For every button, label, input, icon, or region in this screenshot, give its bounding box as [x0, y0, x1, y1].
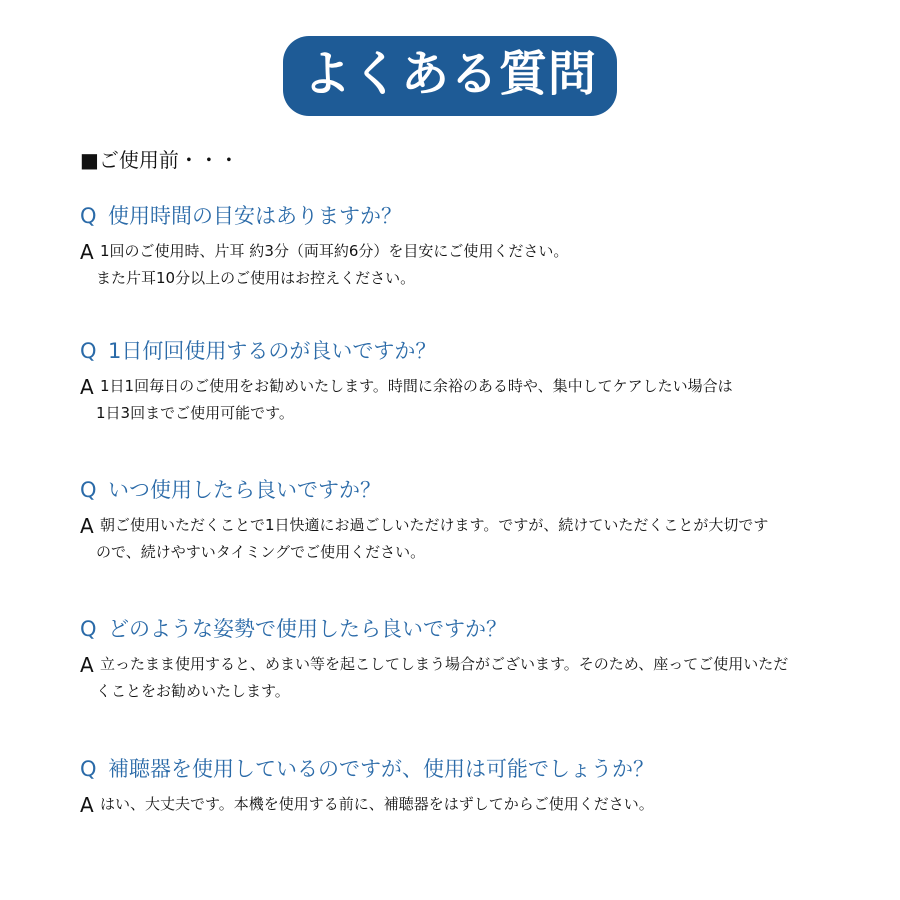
answer-text: [96, 651, 789, 705]
answer-text: [100, 791, 654, 818]
answer-line: 1日3回までご使用可能です。: [96, 404, 294, 422]
q-mark: Q: [80, 339, 97, 363]
answer-line: ので、続けやすいタイミングでご使用ください。: [96, 543, 426, 561]
answer-2: [80, 373, 860, 427]
faq-item-1: [80, 202, 860, 292]
q-mark: Q: [80, 478, 97, 502]
faq-item-5: [80, 755, 860, 819]
faq-item-2: [80, 337, 860, 427]
answer-line: また片耳10分以上のご使用はお控えください。: [96, 269, 416, 287]
question-text: いつ使用したら良いですか？: [108, 478, 381, 502]
faq-item-4: [80, 615, 860, 705]
title-banner: [0, 36, 900, 116]
a-mark: A: [80, 653, 94, 677]
section-heading: ■ご使用前・・・: [80, 148, 239, 172]
question-text: 1日何回使用するのが良いですか？: [108, 339, 437, 363]
question-1: [80, 202, 860, 230]
answer-line: 立ったまま使用すると、めまい等を起こしてしまう場合がございます。そのため、座ってご使用いただ: [100, 655, 789, 673]
question-text: 使用時間の目安はありますか？: [108, 204, 402, 228]
q-mark: Q: [80, 757, 97, 781]
answer-line: はい、大丈夫です。本機を使用する前に、補聴器をはずしてからご使用ください。: [100, 795, 654, 813]
answer-5: [80, 791, 860, 819]
answer-4: [80, 651, 860, 705]
answer-line: 1回のご使用時、片耳 約3分（両耳約6分）を目安にご使用ください。: [100, 242, 569, 260]
question-5: [80, 755, 860, 783]
question-text: 補聴器を使用しているのですが、使用は可能でしょうか？: [108, 757, 654, 781]
answer-line: 朝ご使用いただくことで1日快適にお過ごしいただけます。ですが、続けていただくことが大切です: [100, 516, 769, 534]
question-2: [80, 337, 860, 365]
question-3: [80, 476, 860, 504]
answer-text: [96, 373, 733, 427]
a-mark: A: [80, 240, 94, 264]
answer-3: [80, 512, 860, 566]
faq-item-3: [80, 476, 860, 566]
a-mark: A: [80, 514, 94, 538]
question-text: どのような姿勢で使用したら良いですか？: [108, 617, 507, 641]
page-title: よくある質問: [302, 46, 597, 102]
answer-line: くことをお勧めいたします。: [96, 682, 290, 700]
title-badge: [283, 36, 617, 116]
q-mark: Q: [80, 204, 97, 228]
answer-line: 1日1回毎日のご使用をお勧めいたします。時間に余裕のある時や、集中してケアしたい場合は: [100, 377, 733, 395]
answer-text: [96, 238, 569, 292]
question-4: [80, 615, 860, 643]
a-mark: A: [80, 375, 94, 399]
answer-1: [80, 238, 860, 292]
a-mark: A: [80, 793, 94, 817]
q-mark: Q: [80, 617, 97, 641]
answer-text: [96, 512, 769, 566]
